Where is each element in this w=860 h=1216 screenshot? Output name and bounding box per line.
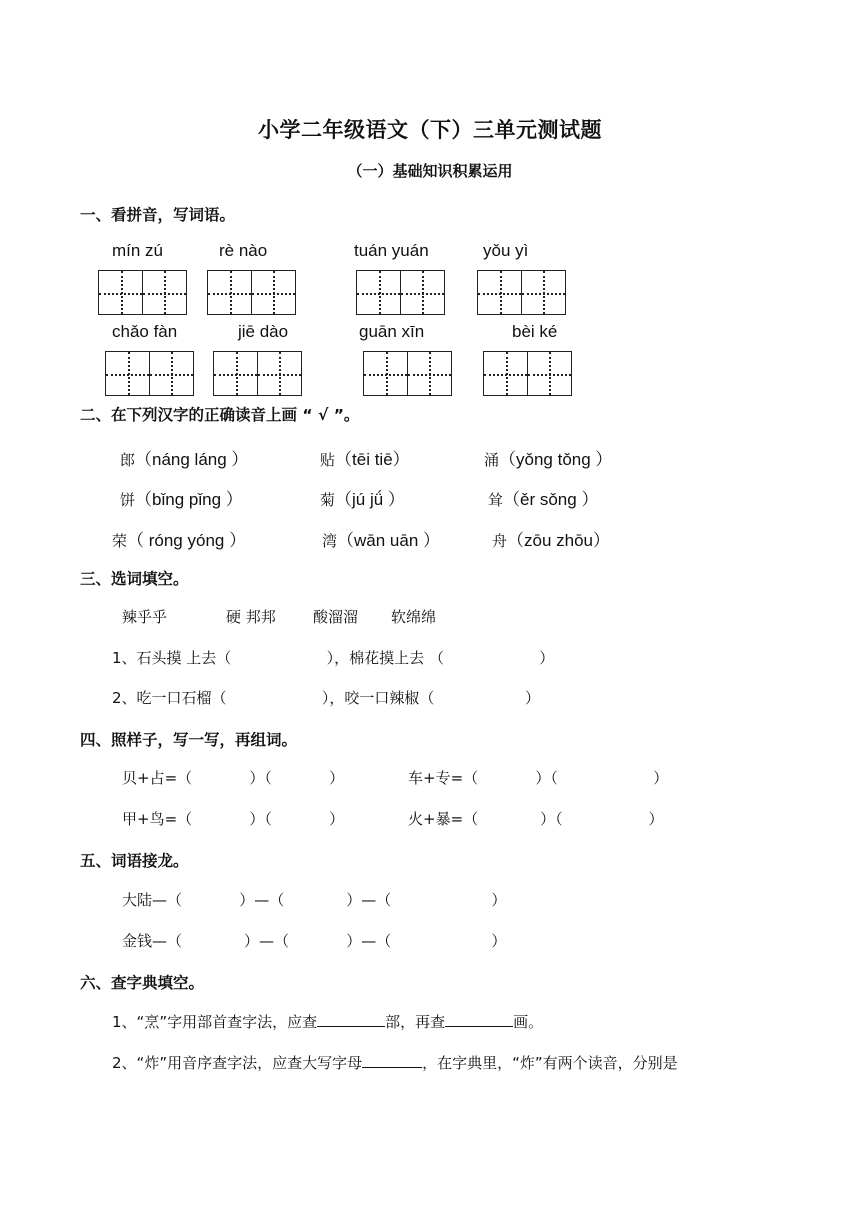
pinyin-label: bèi ké <box>512 322 558 341</box>
section-1-heading: 一、看拼音，写词语。 <box>80 206 236 224</box>
word-choice: 软绵绵 <box>391 608 437 626</box>
word-choice: 硬 邦邦 <box>226 608 276 626</box>
page-subtitle: （一）基础知识积累运用 <box>347 162 513 180</box>
answer-blank[interactable] <box>362 1053 422 1068</box>
reading-item: 荣（ róng yóng ） <box>112 531 247 550</box>
chain-item: 金钱—（ ）—（ ）—（ ） <box>122 932 507 950</box>
pinyin-label: yǒu yì <box>483 241 529 260</box>
section-3-heading: 三、选词填空。 <box>80 570 189 588</box>
compose-item: 贝+占=（ ）（ ） <box>122 769 345 787</box>
pinyin-label: mín zú <box>112 241 164 260</box>
section-2-heading: 二、在下列汉字的正确读音上画 “ √ ”。 <box>80 406 360 424</box>
word-choice: 酸溜溜 <box>313 608 359 626</box>
compose-item: 火+暴=（ ）（ ） <box>408 810 664 828</box>
reading-item: 耸（ěr sǒng ） <box>488 490 599 509</box>
chain-item: 大陆—（ ）—（ ）—（ ） <box>122 891 507 909</box>
question-line: 1、“烹”字用部首查字法，应查 部，再查 画。 <box>112 1013 544 1031</box>
section-4-heading: 四、照样子，写一写，再组词。 <box>80 731 298 749</box>
writing-grid[interactable] <box>213 351 302 396</box>
page-title: 小学二年级语文（下）三单元测试题 <box>258 118 602 142</box>
writing-grid[interactable] <box>207 270 296 315</box>
compose-item: 车+专=（ ）（ ） <box>408 769 669 787</box>
reading-item: 郎（náng láng ） <box>120 450 249 469</box>
pinyin-label: jiē dào <box>238 322 289 341</box>
writing-grid[interactable] <box>356 270 445 315</box>
question-line: 2、吃一口石榴（ ），咬一口辣椒（ ） <box>112 689 540 707</box>
writing-grid[interactable] <box>98 270 187 315</box>
word-choice: 辣乎乎 <box>122 608 168 626</box>
writing-grid[interactable] <box>105 351 194 396</box>
pinyin-label: guān xīn <box>359 322 425 341</box>
reading-item: 菊（jú jǘ ） <box>320 490 405 509</box>
pinyin-label: chǎo fàn <box>112 322 178 341</box>
reading-item: 湾（wān uān ） <box>322 531 441 550</box>
reading-item: 舟（zōu zhōu） <box>492 531 611 550</box>
question-line: 2、“炸”用音序查字法，应查大写字母 ，在字典里，“炸”有两个读音，分别是 <box>112 1054 678 1072</box>
compose-item: 甲+鸟=（ ）（ ） <box>122 810 345 828</box>
reading-item: 贴（tēi tiē） <box>320 450 410 469</box>
reading-item: 涌（yǒng tǒng ） <box>484 450 613 469</box>
writing-grid[interactable] <box>363 351 452 396</box>
question-line: 1、石头摸 上去（ ），棉花摸上去 （ ） <box>112 649 555 667</box>
section-5-heading: 五、词语接龙。 <box>80 852 189 870</box>
answer-blank[interactable] <box>445 1012 513 1027</box>
reading-item: 饼（bǐng pǐng ） <box>120 490 243 509</box>
writing-grid[interactable] <box>483 351 572 396</box>
answer-blank[interactable] <box>317 1012 385 1027</box>
writing-grid[interactable] <box>477 270 566 315</box>
pinyin-label: tuán yuán <box>354 241 429 260</box>
pinyin-label: rè nào <box>219 241 268 260</box>
section-6-heading: 六、查字典填空。 <box>80 974 205 992</box>
